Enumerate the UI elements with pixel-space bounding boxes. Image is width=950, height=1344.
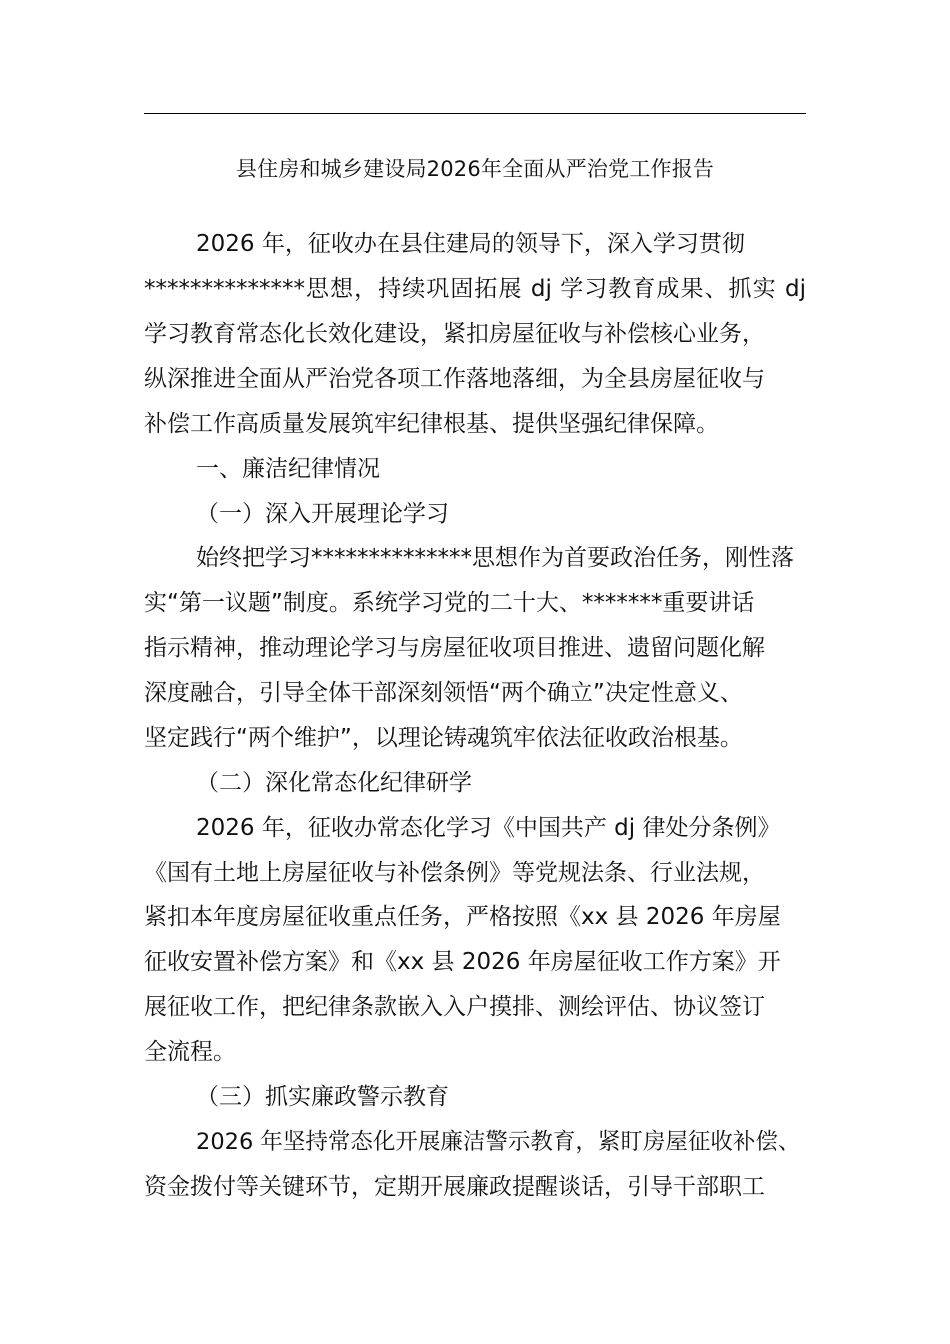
paragraph-line: 征收安置补偿方案》和《xx 县 2026 年房屋征收工作方案》开 <box>144 949 781 975</box>
paragraph-line: 深度融合，引导全体干部深刻领悟“两个确立”决定性意义、 <box>144 680 743 706</box>
paragraph-line: 坚定践行“两个维护”，以理论铸魂筑牢依法征收政治根基。 <box>144 725 743 751</box>
document-title: 县住房和城乡建设局2026年全面从严治党工作报告 <box>235 157 715 181</box>
intro-line: 学习教育常态化长效化建设，紧扣房屋征收与补偿核心业务， <box>144 321 765 347</box>
paragraph-line: 2026 年，征收办常态化学习《中国共产 dj 律处分条例》 <box>196 815 781 841</box>
paragraph-line: 全流程。 <box>144 1039 236 1065</box>
subsection-heading: （三）抓实廉政警示教育 <box>196 1084 449 1110</box>
paragraph-line: 2026 年坚持常态化开展廉洁警示教育，紧盯房屋征收补偿、 <box>196 1129 801 1155</box>
paragraph-line: 资金拨付等关键环节，定期开展廉政提醒谈话，引导干部职工 <box>144 1174 765 1200</box>
intro-line: 2026 年，征收办在县住建局的领导下，深入学习贯彻 <box>196 231 745 257</box>
paragraph-line: 展征收工作，把纪律条款嵌入入户摸排、测绘评估、协议签订 <box>144 994 765 1020</box>
intro-line: 纵深推进全面从严治党各项工作落地落细，为全县房屋征收与 <box>144 366 765 392</box>
paragraph-line: 紧扣本年度房屋征收重点任务，严格按照《xx 县 2026 年房屋 <box>144 904 781 930</box>
paragraph-line: 指示精神，推动理论学习与房屋征收项目推进、遗留问题化解 <box>144 635 765 661</box>
section-heading: 一、廉洁纪律情况 <box>196 456 380 482</box>
subsection-heading: （二）深化常态化纪律研学 <box>196 770 472 796</box>
header-rule <box>144 113 806 114</box>
subsection-heading: （一）深入开展理论学习 <box>196 501 449 527</box>
intro-line: 补偿工作高质量发展筑牢纪律根基、提供坚强纪律保障。 <box>144 411 719 437</box>
paragraph-line: 始终把学习**************思想作为首要政治任务，刚性落 <box>196 545 794 571</box>
intro-line: **************思想，持续巩固拓展 dj 学习教育成果、抓实 dj <box>144 276 806 302</box>
paragraph-line: 实“第一议题”制度。系统学习党的二十大、*******重要讲话 <box>144 590 755 616</box>
paragraph-line: 《国有土地上房屋征收与补偿条例》等党规法条、行业法规， <box>144 860 765 886</box>
